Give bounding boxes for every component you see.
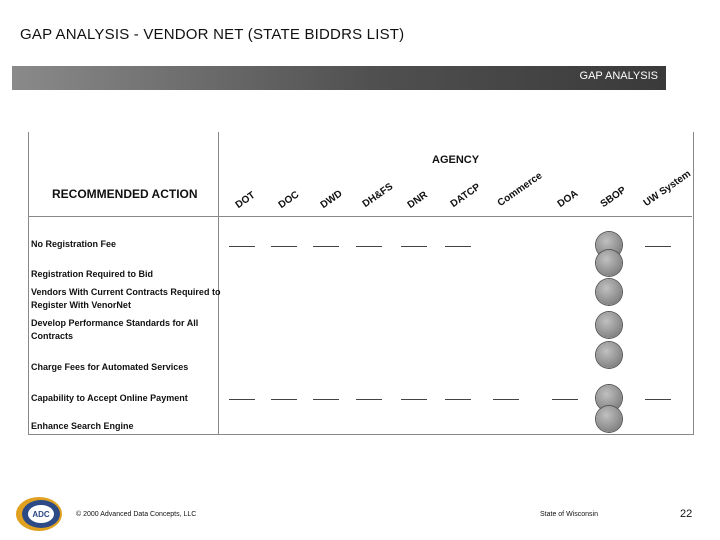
row-label-vendors-current-contracts: Vendors With Current Contracts Required to Register With VenorNet [31, 287, 221, 310]
table-cell-dash [493, 399, 519, 400]
table-cell-dash [552, 399, 578, 400]
table-cell-dash [229, 399, 255, 400]
banner-label: GAP ANALYSIS [579, 70, 658, 82]
row-label-no-registration-fee: No Registration Fee [31, 239, 117, 249]
table-cell-dash [313, 399, 339, 400]
header-divider [28, 216, 692, 217]
row-label-charge-fees: Charge Fees for Automated Services [31, 362, 189, 372]
table-cell-dash [645, 399, 671, 400]
logo-text: ADC [32, 510, 50, 519]
column-header-dwd: DWD [318, 188, 345, 211]
table-cell-dot [596, 312, 622, 338]
column-divider [218, 132, 219, 434]
section-banner [12, 66, 666, 90]
page-title: GAP ANALYSIS - VENDOR NET (STATE BIDDRS LIST) [20, 26, 405, 43]
column-header-doa: DOA [555, 188, 581, 210]
row-label-online-payment: Capability to Accept Online Payment [31, 393, 188, 403]
column-header-uw-system: UW System [641, 168, 694, 209]
table-cell-dash [271, 246, 297, 247]
row-label-performance-standards: Develop Performance Standards for All Contracts [31, 318, 199, 341]
table-cell-dash [271, 399, 297, 400]
column-header-dhfs: DH&FS [360, 181, 396, 210]
column-header-dot: DOT [233, 189, 258, 211]
column-header-dnr: DNR [405, 189, 430, 211]
agency-header: AGENCY [432, 154, 480, 166]
table-cell-dash [401, 399, 427, 400]
recommended-action-header: RECOMMENDED ACTION [52, 187, 198, 201]
page-number: 22 [680, 508, 693, 520]
table-cell-dot [596, 279, 622, 305]
column-header-doc: DOC [276, 189, 302, 211]
table-cell-dash [401, 246, 427, 247]
table-cell-dot [596, 250, 622, 276]
table-cell-dash [229, 246, 255, 247]
table-cell-dash [313, 246, 339, 247]
table-cell-dash [445, 246, 471, 247]
column-header-sbop: SBOP [598, 184, 629, 210]
row-label-registration-required: Registration Required to Bid [31, 269, 154, 279]
copyright-text: © 2000 Advanced Data Concepts, LLC [76, 511, 197, 518]
row-label-search-engine: Enhance Search Engine [31, 421, 134, 431]
table-cell-dash [356, 399, 382, 400]
column-header-commerce: Commerce [495, 170, 545, 209]
table-cell-dash [445, 399, 471, 400]
gap-analysis-table [28, 132, 694, 435]
table-cell-dash [356, 246, 382, 247]
adc-logo [14, 494, 64, 534]
table-cell-dot [596, 406, 622, 432]
column-header-datcp: DATCP [448, 181, 483, 210]
organization-text: State of Wisconsin [540, 511, 598, 518]
table-cell-dash [645, 246, 671, 247]
table-cell-dot [596, 342, 622, 368]
